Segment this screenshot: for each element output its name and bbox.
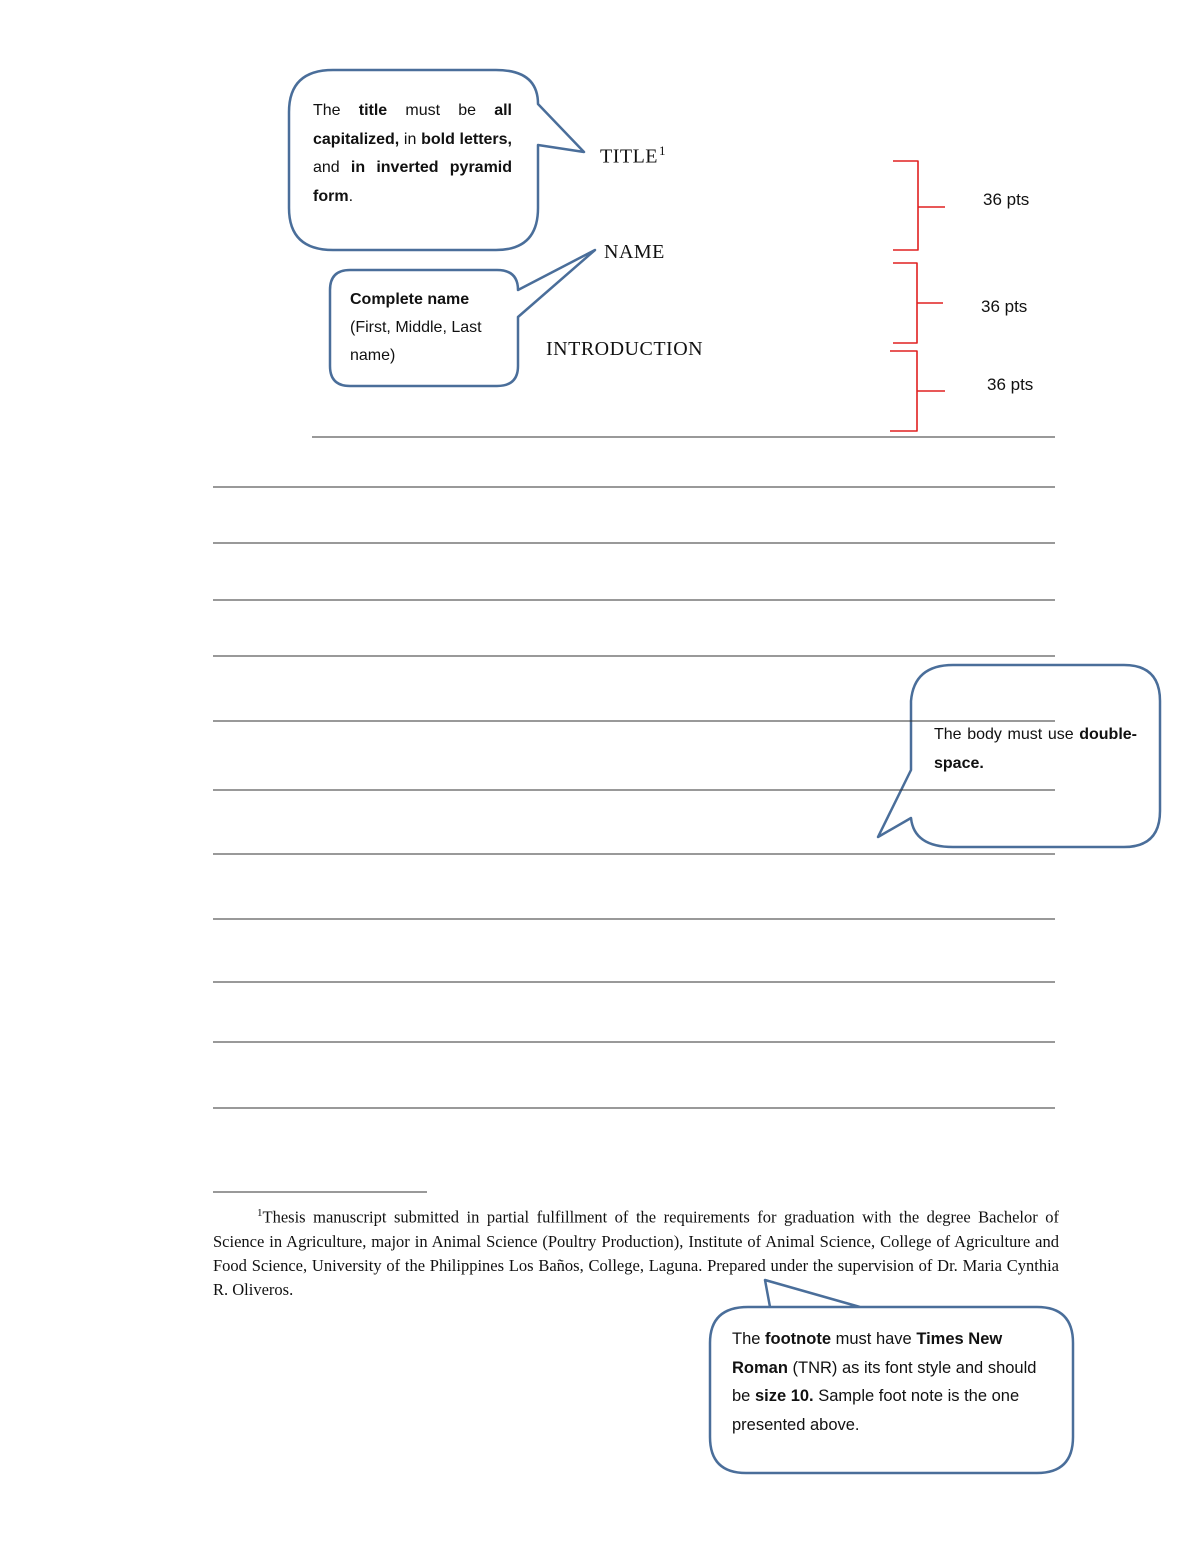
spacing-label: 36 pts: [981, 297, 1028, 316]
callout-text-part: must be: [387, 102, 495, 119]
callout-text-part: The body must use: [934, 726, 1080, 743]
callout-text-part: The: [732, 1330, 766, 1348]
introduction-heading: INTRODUCTION: [546, 338, 704, 360]
curly-brace-icon: [893, 263, 943, 343]
callout-name-text: [350, 286, 510, 370]
callout-emphasis: Times New Roman: [732, 1330, 1003, 1377]
callout-emphasis: in inverted pyramid form: [313, 159, 513, 205]
callout-text-part: in: [399, 130, 422, 148]
callout-text-part: The: [313, 102, 359, 119]
callout-emphasis: all capitalized,: [313, 102, 512, 148]
callout-text-part: (First, Middle, Last name): [350, 319, 482, 364]
title-label: TITLE: [600, 145, 659, 168]
document-name: NAME: [604, 241, 665, 263]
callout-emphasis: size 10.: [754, 1387, 814, 1405]
curly-brace-icon: [890, 351, 945, 431]
curly-brace-icon: [893, 161, 945, 250]
callout-emphasis: double-space.: [934, 726, 1137, 772]
callout-emphasis: Complete name: [350, 291, 470, 308]
footnote-body: Thesis manuscript submitted in partial fulfillment of the requirements for graduation with the degree Bachelor of Science in Agriculture, major in Animal Science (Poultry Production), Institute of Animal Science, College of Agriculture and Food Science, University of the Philippines Los Baños, College, Laguna. Prepared under the supervision of Dr. Maria Cynthia R. Oliveros.: [213, 1207, 1059, 1299]
footnote: [213, 1201, 1059, 1302]
spacing-label: 36 pts: [983, 190, 1030, 209]
spacing-label: 36 pts: [987, 375, 1034, 394]
callout-text-part: (TNR) as its font style and should be: [732, 1358, 1037, 1405]
title-footnote-marker: 1: [659, 143, 667, 158]
callout-text-part: .: [348, 187, 354, 205]
callout-footnote-text: [732, 1325, 1057, 1439]
callout-text-part: and: [313, 159, 351, 176]
callout-text-part: Sample foot note is the one presented above.: [732, 1387, 1020, 1434]
callout-emphasis: title: [358, 102, 388, 119]
callout-emphasis: bold letters,: [421, 130, 512, 148]
document-title: [600, 143, 666, 169]
callout-text-part: must have: [831, 1330, 917, 1348]
callout-title-text: [313, 97, 512, 211]
callout-body-text: [934, 721, 1137, 778]
footnote-marker: 1: [257, 1207, 263, 1219]
callout-emphasis: footnote: [765, 1330, 832, 1348]
